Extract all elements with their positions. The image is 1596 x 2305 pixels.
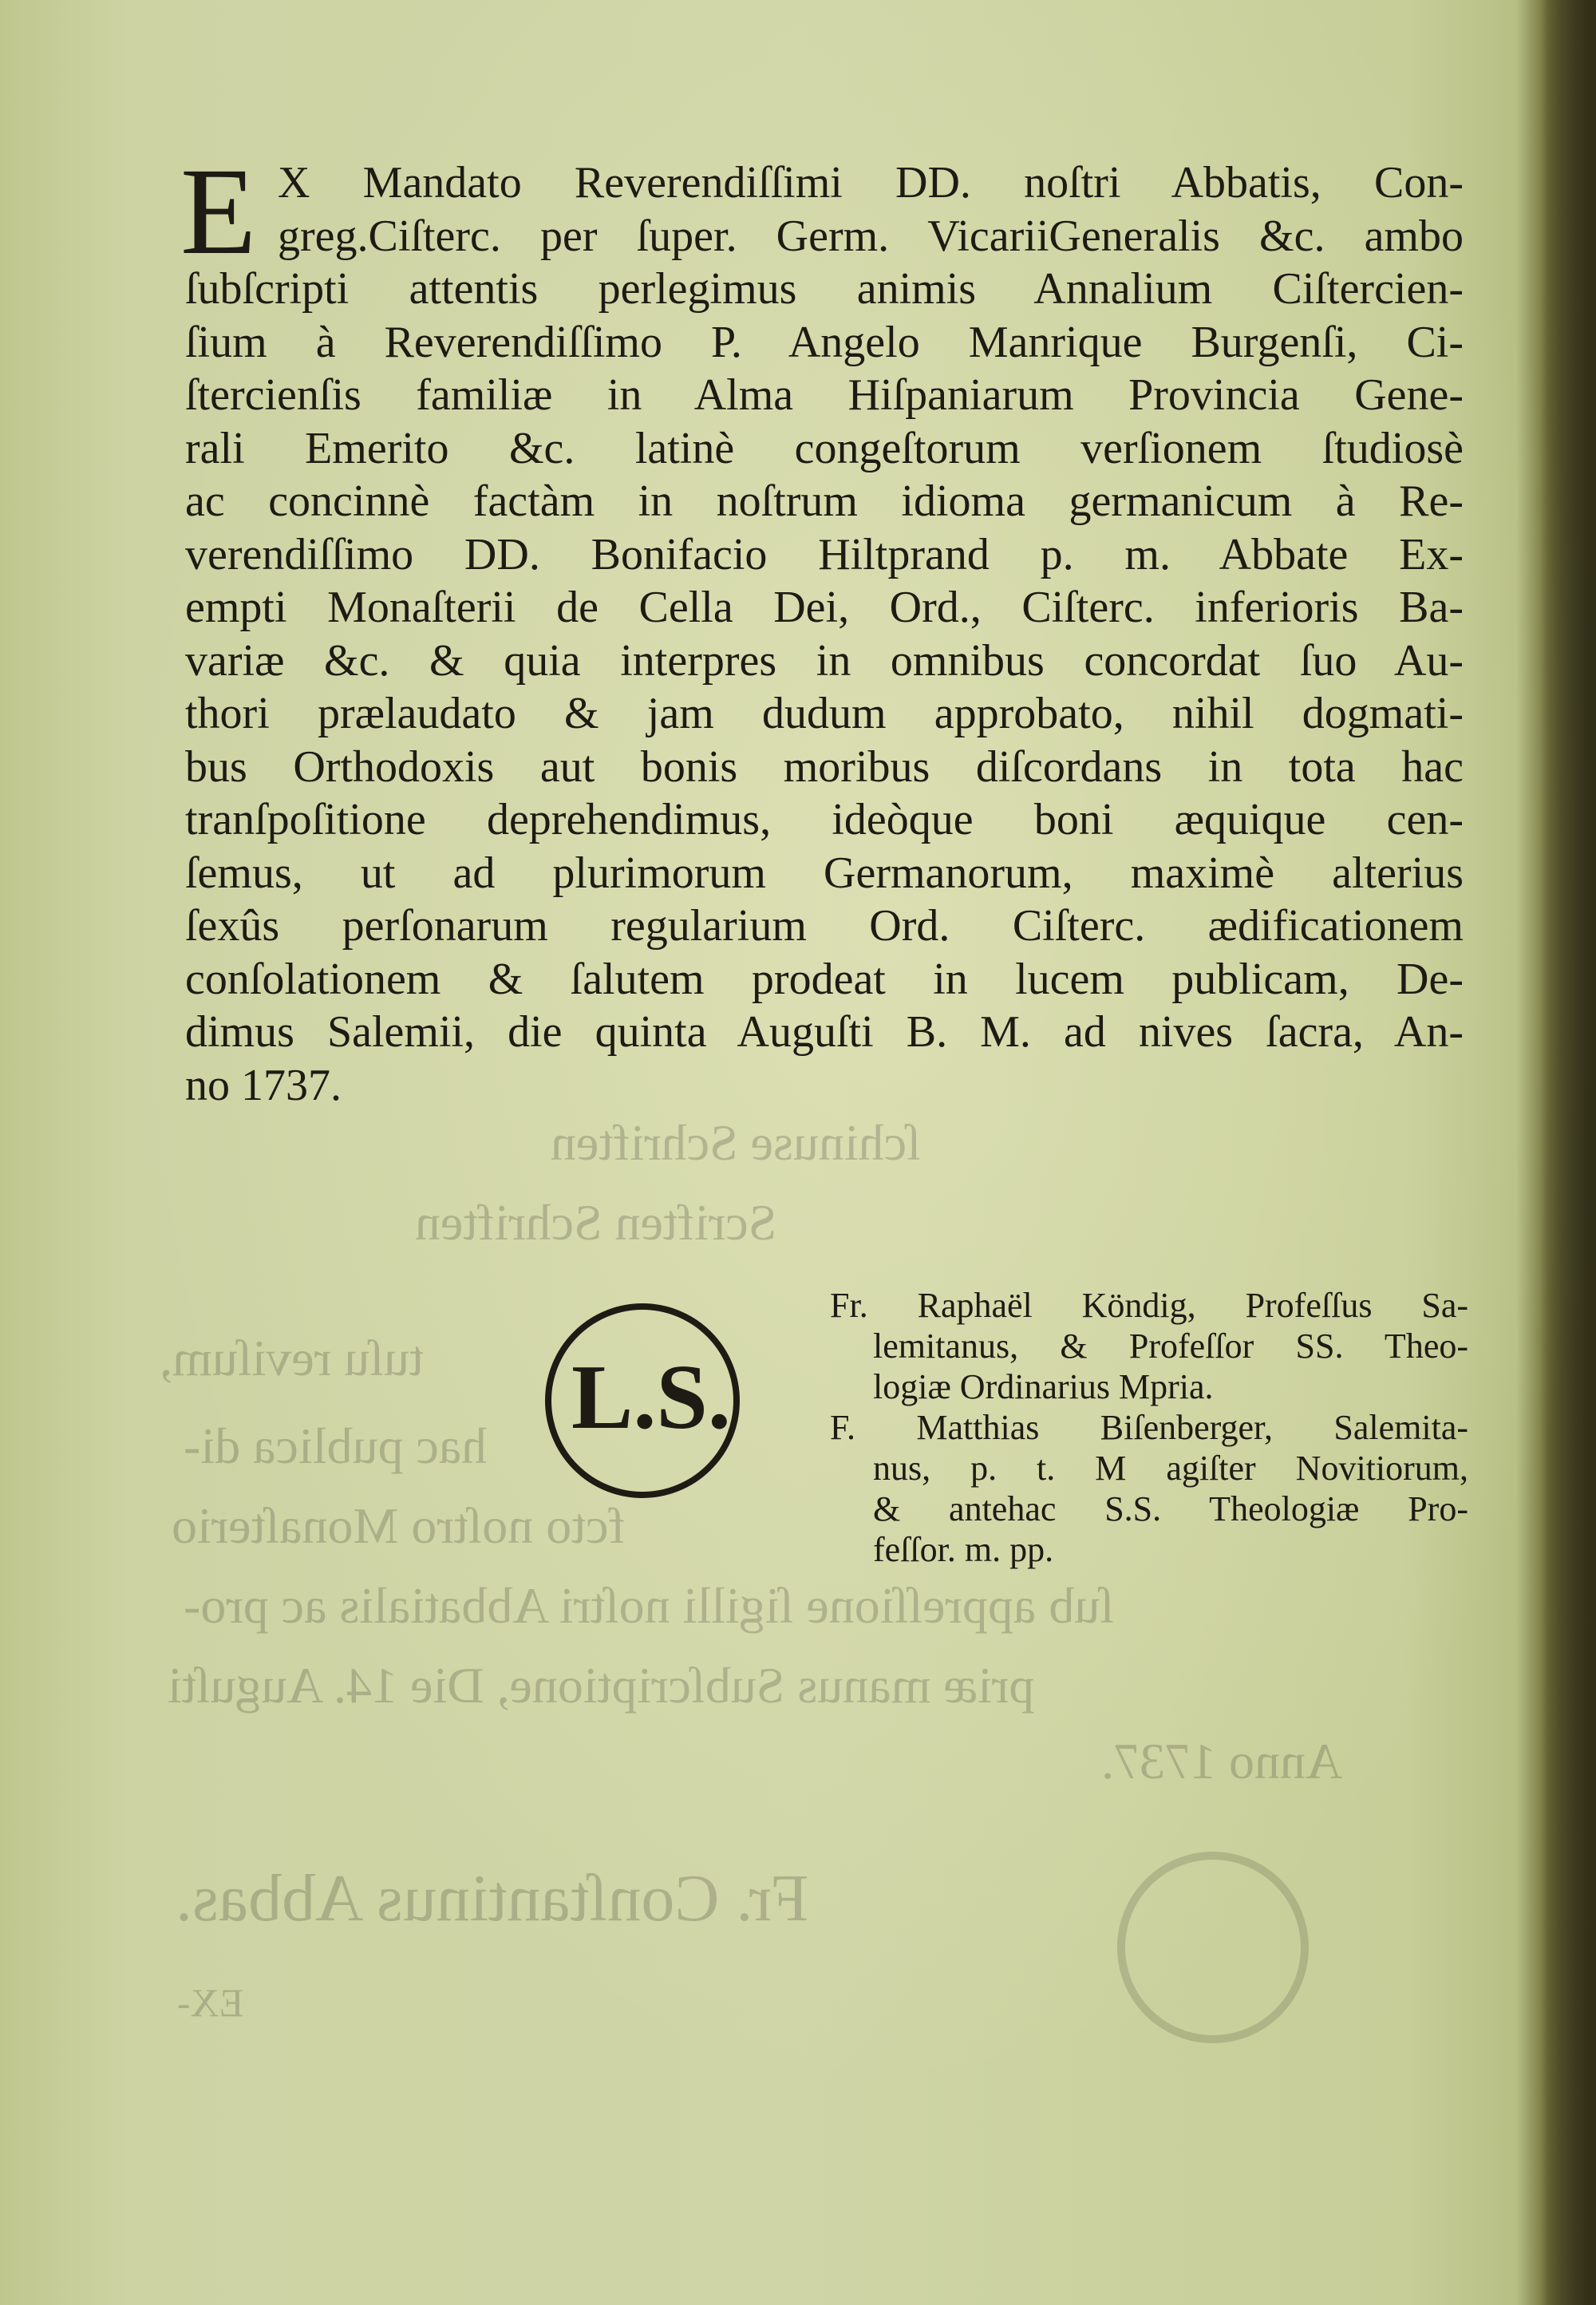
text-line: variæ &c. & quia interpres in omnibus concordat ſuo Au- [185, 635, 1464, 686]
signature-line: lemitanus, & Profeſſor SS. Theo- [873, 1326, 1468, 1366]
approbation-text [185, 156, 1464, 1112]
text-line: thori prælaudato & jam dudum approbato, nihil dogmati- [185, 689, 1464, 738]
text-line: ſexûs perſonarum regularium Ord. Ciſterc. ædificationem [185, 901, 1464, 951]
text-line: ac concinnè factàm in noſtrum idioma germanicum à Re- [185, 476, 1464, 526]
text-line: rali Emerito &c. latinè congeſtorum verſionem ſtudiosè [185, 423, 1464, 473]
bleed-through-line: fcto noſtro Monaſterio [172, 1497, 626, 1554]
text-line: ſemus, ut ad plurimorum Germanorum, maximè alterius [185, 848, 1464, 898]
signature-line: nus, p. t. M agiſter Novitiorum, [873, 1449, 1468, 1488]
text-line: greg.Ciſterc. per ſuper. Germ. VicariiGeneralis &c. ambo [278, 211, 1464, 261]
drop-cap: E [180, 142, 257, 280]
signature-line: F. Matthias Biſenberger, Salemita- [830, 1408, 1468, 1447]
bleed-through-line: ſchinuse Schriften [551, 1114, 921, 1171]
text-line: bus Orthodoxis aut bonis moribus diſcordans in tota hac [185, 741, 1464, 792]
bleed-through-seal [1117, 1852, 1309, 2043]
signature-line: & antehac S.S. Theologiæ Pro- [873, 1489, 1468, 1528]
text-line: conſolationem & ſalutem prodeat in lucem publicam, De- [185, 954, 1464, 1004]
text-line: no 1737. [185, 1060, 342, 1110]
signature-block [830, 1285, 1468, 1570]
text-line: ſium à Reverendiſſimo P. Angelo Manrique Burgenſi, Ci- [185, 317, 1464, 367]
text-line: ſtercienſis familiæ in Alma Hiſpaniarum Provincia Gene- [185, 370, 1464, 420]
bleed-through-line: Fr. Conſtantinus Abbas. [176, 1861, 809, 1935]
signature-line: feſſor. m. pp. [873, 1530, 1054, 1569]
text-line: empti Monaſterii de Cella Dei, Ord., Ciſterc. inferioris Ba- [185, 583, 1464, 632]
text-line: ſubſcripti attentis perlegimus animis Annalium Ciſtercien- [185, 264, 1464, 314]
text-line: tranſpoſitione deprehendimus, ideòque boni æquique cen- [185, 795, 1464, 844]
signature-line: logiæ Ordinarius Mpria. [873, 1367, 1214, 1406]
bleed-through-line: tuſu reviſum, [160, 1330, 424, 1386]
bleed-through-line: Scriften Schriften [415, 1194, 777, 1251]
bleed-through-line: hac publica di- [184, 1417, 488, 1474]
page-edge-shadow [1540, 0, 1596, 2305]
seal-label: L.S. [571, 1346, 731, 1449]
text-line: verendiſſimo DD. Bonifacio Hiltprand p. m. Abbate Ex- [185, 529, 1464, 579]
bleed-through-line: EX- [177, 1980, 244, 2025]
bleed-through-line: ſub appreſſione ſigilli noſtri Abbatialis ac pro- [184, 1577, 1114, 1634]
text-line: dimus Salemii, die quinta Auguſti B. M. ad nives ſacra, An- [185, 1007, 1464, 1057]
text-line: X Mandato Reverendiſſimi DD. noſtri Abbatis, Con- [278, 158, 1464, 208]
bleed-through-line: priæ manus Subſcriptione, Die 14. Auguſti [168, 1657, 1035, 1714]
signature-line: Fr. Raphaël Köndig, Profeſſus Sa- [830, 1286, 1468, 1325]
bleed-through-line: Anno 1737. [1101, 1733, 1343, 1789]
